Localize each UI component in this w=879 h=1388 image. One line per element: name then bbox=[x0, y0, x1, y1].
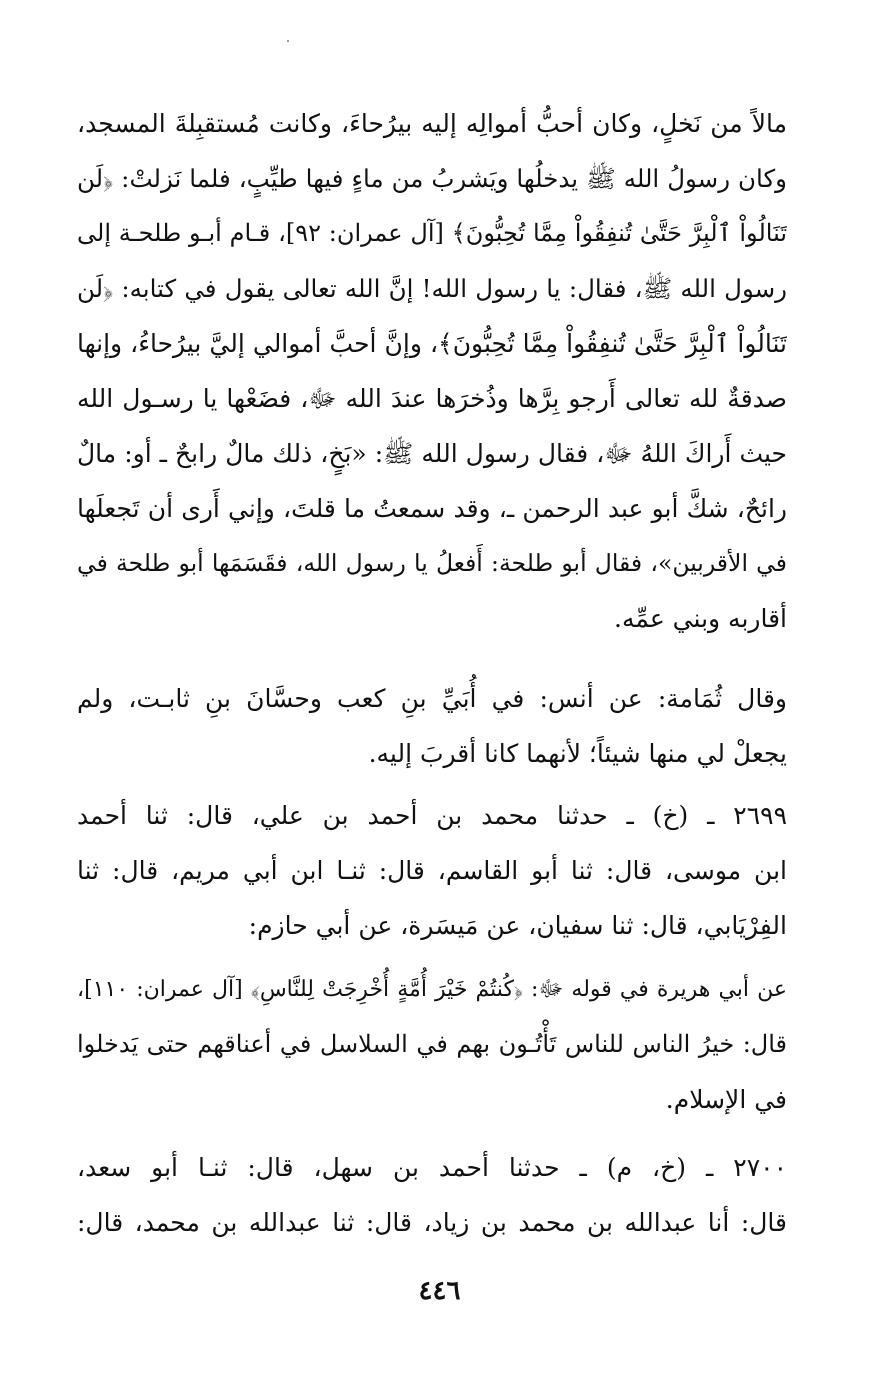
paragraph-thumama bbox=[77, 671, 787, 781]
hadith-2700-isnad bbox=[77, 1140, 787, 1250]
text-line: وقال ثُمَامة: عن أنس: في أُبَيِّ بنِ كعب وحسَّانَ بنِ ثابـت، ولم bbox=[77, 684, 787, 713]
text-line: ٢٦٩٩ ـ (خ) ـ حدثنا محمد بن أحمد بن علي، قال: ثنا أحمد bbox=[77, 801, 787, 830]
text-line: صدقةٌ لله تعالى أَرجو بِرَّها وذُخرَها عندَ الله ﷻ، فضَعْها يا رسـول الله bbox=[77, 384, 787, 413]
text-line: قال: أنا عبدالله بن محمد بن زياد، قال: ثنا عبدالله بن محمد، قال: bbox=[77, 1208, 787, 1237]
text-line: في الإسلام. bbox=[665, 1085, 787, 1114]
text-line: تَنَالُواْ ٱلْبِرَّ حَتَّىٰ تُنفِقُواْ مِمَّا تُحِبُّونَ﴾ [آل عمران: ٩٢]، قـام أبـو طلحـة إلى bbox=[77, 219, 787, 247]
hadith-2699-matn bbox=[77, 962, 787, 1127]
text-line: أقاربه وبني عمِّه. bbox=[614, 604, 787, 633]
text-line: حيث أَراكَ اللهُ ﷻ، فقال رسول الله ﷺ: «بَخٍ، ذلك مالٌ رابحٌ ـ أو: مالٌ bbox=[77, 439, 787, 468]
text-line: تَنَالُواْ ٱلْبِرَّ حَتَّىٰ تُنفِقُواْ مِمَّا تُحِبُّونَ﴾، وإنَّ أحبَّ أموالي إليَّ بيرُحاءُ، وإنها bbox=[77, 329, 787, 358]
text-line: ٢٧٠٠ ـ (خ، م) ـ حدثنا أحمد بن سهل، قال: ثنـا أبو سعد، bbox=[77, 1153, 787, 1182]
hadith-2699-isnad bbox=[77, 788, 787, 953]
text-line: رائحٌ، شكَّ أبو عبد الرحمن ـ، وقد سمعتُ ما قلتَ، وإني أَرى أن تَجعلَها bbox=[77, 494, 787, 523]
text-line: قال: خيرُ الناس للناس تَأْتُـون بهم في السلاسل في أعناقهم حتى يَدخلوا bbox=[77, 1030, 787, 1058]
text-line: في الأقربين»، فقال أبو طلحة: أَفعلُ يا رسول الله، فقَسَمَها أبو طلحة في bbox=[77, 549, 787, 577]
text-line: وكان رسولُ الله ﷺ يدخلُها ويَشربُ من ماءٍ فيها طيِّبٍ، فلما نَزلتْ: ﴿لَن bbox=[77, 164, 787, 193]
text-line: مالاً من نَخلٍ، وكان أحبُّ أموالِه إليه بيرُحاءَ، وكانت مُستقبِلةَ المسجد، bbox=[77, 109, 787, 138]
text-line: الفِرْيَابي، قال: ثنا سفيان، عن مَيسَرة، عن أبي حازم: bbox=[248, 911, 787, 940]
text-line: ابن موسى، قال: ثنا أبو القاسم، قال: ثنـا ابن أبي مريم، قال: ثنا bbox=[77, 856, 787, 885]
text-line: يجعلْ لي منها شيئاً؛ لأنهما كانا أقربَ إليه. bbox=[368, 739, 787, 768]
text-line: عن أبي هريرة في قوله ﷻ: ﴿كُنتُمْ خَيْرَ أُمَّةٍ أُخْرِجَتْ لِلنَّاسِ﴾ [آل عمران: ١١٠]، bbox=[77, 977, 787, 1002]
page-number: ٤٤٦ bbox=[418, 1276, 461, 1306]
paragraph-story bbox=[77, 96, 787, 646]
text-line: رسول الله ﷺ، فقال: يا رسول الله! إنَّ الله تعالى يقول في كتابه: ﴿لَن bbox=[77, 274, 787, 303]
scan-speck bbox=[287, 40, 289, 42]
